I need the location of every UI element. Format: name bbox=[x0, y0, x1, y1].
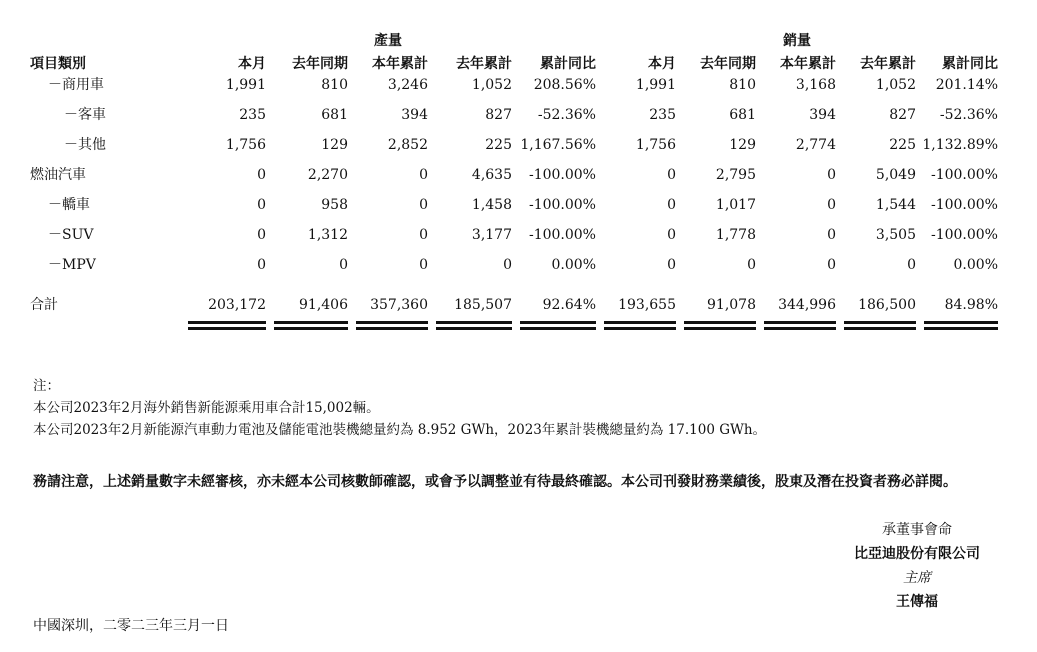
row-label: －客車 bbox=[64, 107, 106, 123]
double-underline bbox=[512, 318, 596, 332]
total-cell: 186,500 bbox=[858, 297, 916, 313]
cell: 0 bbox=[827, 167, 836, 183]
cell: 0 bbox=[257, 167, 266, 183]
cell: 0 bbox=[339, 257, 348, 273]
cell: 3,505 bbox=[875, 227, 916, 243]
double-underline bbox=[916, 318, 998, 332]
cell: 0 bbox=[419, 227, 428, 243]
signatory-role: 主席 bbox=[903, 570, 931, 586]
cell: 208.56% bbox=[533, 77, 596, 93]
cell: -52.36% bbox=[537, 107, 596, 123]
cell: -100.00% bbox=[930, 227, 998, 243]
total-cell: 91,406 bbox=[299, 297, 348, 313]
column-header: 本月 bbox=[648, 56, 676, 72]
cell: 235 bbox=[649, 107, 676, 123]
total-cell: 357,360 bbox=[370, 297, 428, 313]
cell: 0 bbox=[667, 167, 676, 183]
column-header: 累計同比 bbox=[942, 56, 998, 72]
table-row bbox=[30, 226, 998, 256]
cell: 225 bbox=[485, 137, 512, 153]
cell: 2,774 bbox=[795, 137, 836, 153]
cell: 394 bbox=[401, 107, 428, 123]
table-row bbox=[30, 96, 998, 136]
cell: 0 bbox=[419, 167, 428, 183]
cell: 1,167.56% bbox=[520, 137, 596, 153]
column-header: 去年同期 bbox=[700, 56, 756, 72]
notes-section bbox=[33, 375, 766, 441]
row-label: 燃油汽車 bbox=[30, 167, 86, 183]
cell: 827 bbox=[889, 107, 916, 123]
by-order-text: 承董事會命 bbox=[882, 522, 952, 538]
cell: 0 bbox=[827, 197, 836, 213]
table-row bbox=[30, 136, 998, 166]
cell: 5,049 bbox=[875, 167, 916, 183]
company-name: 比亞迪股份有限公司 bbox=[854, 546, 980, 562]
empty-cell bbox=[30, 318, 180, 332]
production-group-header: 產量 bbox=[374, 33, 402, 49]
cell: 4,635 bbox=[471, 167, 512, 183]
table-row bbox=[30, 166, 998, 196]
cell: 0 bbox=[419, 257, 428, 273]
table-row bbox=[30, 76, 998, 96]
double-underline-row bbox=[30, 318, 998, 332]
cell: 1,991 bbox=[635, 77, 676, 93]
note-line: 本公司2023年2月海外銷售新能源乘用車合計15,002輛。 bbox=[33, 400, 380, 416]
cell: 0 bbox=[667, 197, 676, 213]
empty-cell bbox=[30, 30, 180, 52]
cell: 810 bbox=[321, 77, 348, 93]
category-header: 項目類別 bbox=[30, 56, 86, 72]
column-header: 本年累計 bbox=[372, 56, 428, 72]
cell: 1,778 bbox=[715, 227, 756, 243]
column-header: 去年累計 bbox=[860, 56, 916, 72]
column-header: 去年累計 bbox=[456, 56, 512, 72]
cell: 0.00% bbox=[551, 257, 596, 273]
cell: 958 bbox=[321, 197, 348, 213]
row-label: －SUV bbox=[48, 227, 94, 243]
row-label: －轎車 bbox=[48, 197, 90, 213]
total-cell: 185,507 bbox=[454, 297, 512, 313]
cell: 3,246 bbox=[387, 77, 428, 93]
row-label: －MPV bbox=[48, 257, 96, 273]
double-underline bbox=[836, 318, 916, 332]
double-underline bbox=[676, 318, 756, 332]
cell: -100.00% bbox=[930, 197, 998, 213]
cell: 1,991 bbox=[225, 77, 266, 93]
cell: 1,052 bbox=[471, 77, 512, 93]
cell: 1,544 bbox=[875, 197, 916, 213]
cell: -100.00% bbox=[528, 197, 596, 213]
total-cell: 84.98% bbox=[944, 297, 998, 313]
cell: 3,177 bbox=[471, 227, 512, 243]
double-underline bbox=[348, 318, 428, 332]
cell: 201.14% bbox=[935, 77, 998, 93]
cell: 0 bbox=[257, 257, 266, 273]
cell: -100.00% bbox=[930, 167, 998, 183]
cell: 0 bbox=[667, 257, 676, 273]
cell: 129 bbox=[321, 137, 348, 153]
row-label: －其他 bbox=[64, 137, 106, 153]
cell: 810 bbox=[729, 77, 756, 93]
cell: -100.00% bbox=[528, 227, 596, 243]
cell: 394 bbox=[809, 107, 836, 123]
cell: 2,270 bbox=[307, 167, 348, 183]
double-underline bbox=[596, 318, 676, 332]
cell: 681 bbox=[729, 107, 756, 123]
sales-group-header: 銷量 bbox=[783, 33, 811, 49]
cell: 1,017 bbox=[715, 197, 756, 213]
double-underline bbox=[266, 318, 348, 332]
cell: 1,052 bbox=[875, 77, 916, 93]
cell: 1,756 bbox=[225, 137, 266, 153]
production-sales-table bbox=[30, 30, 998, 332]
total-cell: 91,078 bbox=[707, 297, 756, 313]
cell: 0 bbox=[419, 197, 428, 213]
total-cell: 203,172 bbox=[208, 297, 266, 313]
cell: 2,852 bbox=[387, 137, 428, 153]
column-header: 去年同期 bbox=[292, 56, 348, 72]
total-cell: 193,655 bbox=[618, 297, 676, 313]
cell: 225 bbox=[889, 137, 916, 153]
row-label: －商用車 bbox=[48, 77, 104, 93]
table-row bbox=[30, 256, 998, 286]
cell: 0.00% bbox=[953, 257, 998, 273]
cell: 0 bbox=[667, 227, 676, 243]
column-header: 本月 bbox=[238, 56, 266, 72]
total-row bbox=[30, 286, 998, 318]
column-header: 累計同比 bbox=[540, 56, 596, 72]
double-underline bbox=[756, 318, 836, 332]
cell: 1,756 bbox=[635, 137, 676, 153]
total-cell: 92.64% bbox=[542, 297, 596, 313]
cell: 1,458 bbox=[471, 197, 512, 213]
cell: -52.36% bbox=[939, 107, 998, 123]
cell: 827 bbox=[485, 107, 512, 123]
note-line: 本公司2023年2月新能源汽車動力電池及儲能電池裝機總量約為 8.952 GWh，2023年累計裝機總量約為 17.100 GWh。 bbox=[33, 422, 767, 438]
total-cell: 344,996 bbox=[778, 297, 836, 313]
double-underline bbox=[428, 318, 512, 332]
cell: 3,168 bbox=[795, 77, 836, 93]
cell: 2,795 bbox=[715, 167, 756, 183]
cell: 0 bbox=[503, 257, 512, 273]
caution-statement: 務請注意，上述銷量數字未經審核，亦未經本公司核數師確認，或會予以調整並有待最終確認。本公司刊發財務業績後，股東及潛在投資者務必詳閱。 bbox=[33, 474, 957, 490]
column-header: 本年累計 bbox=[780, 56, 836, 72]
cell: 1,312 bbox=[307, 227, 348, 243]
cell: 0 bbox=[907, 257, 916, 273]
table-row bbox=[30, 196, 998, 226]
place-and-date: 中國深圳，二零二三年三月一日 bbox=[33, 618, 229, 634]
cell: 129 bbox=[729, 137, 756, 153]
cell: -100.00% bbox=[528, 167, 596, 183]
cell: 0 bbox=[827, 227, 836, 243]
cell: 1,132.89% bbox=[922, 137, 998, 153]
signatory-name: 王傳福 bbox=[896, 594, 938, 610]
notes-heading: 注： bbox=[33, 378, 60, 394]
cell: 0 bbox=[257, 197, 266, 213]
double-underline bbox=[180, 318, 266, 332]
cell: 681 bbox=[321, 107, 348, 123]
total-label: 合計 bbox=[30, 297, 58, 313]
cell: 0 bbox=[827, 257, 836, 273]
cell: 235 bbox=[239, 107, 266, 123]
cell: 0 bbox=[747, 257, 756, 273]
cell: 0 bbox=[257, 227, 266, 243]
signature-block bbox=[837, 518, 997, 614]
